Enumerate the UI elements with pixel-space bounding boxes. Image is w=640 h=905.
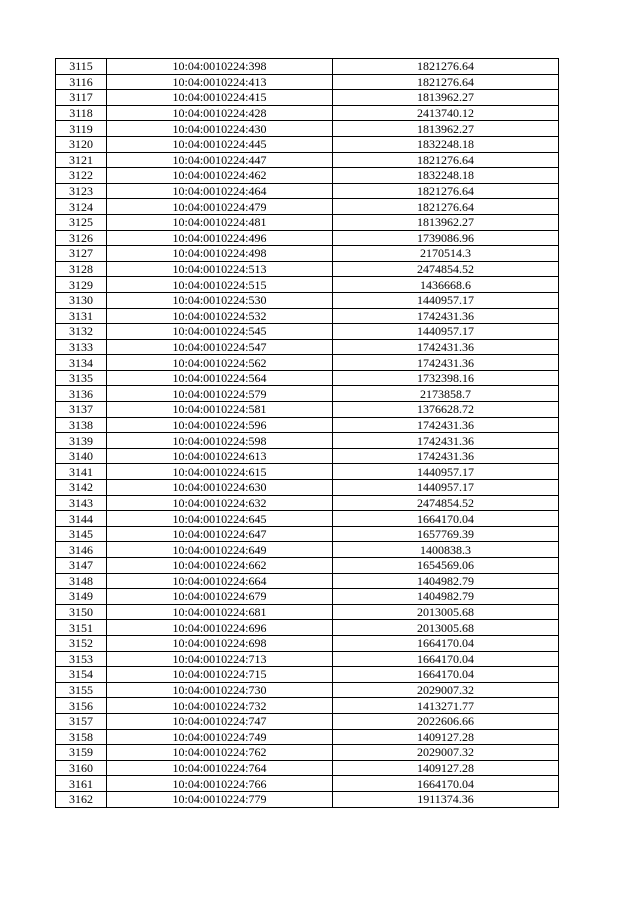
value-cell: 1813962.27 (333, 90, 559, 106)
row-number-cell: 3159 (56, 745, 107, 761)
table-row (56, 448, 559, 464)
cadastral-number-cell: 10:04:0010224:479 (107, 199, 333, 215)
table-row (56, 214, 559, 230)
cadastral-number-cell: 10:04:0010224:496 (107, 230, 333, 246)
row-number-cell: 3118 (56, 105, 107, 121)
row-number-cell: 3126 (56, 230, 107, 246)
table-row (56, 698, 559, 714)
value-cell: 1742431.36 (333, 417, 559, 433)
table-row (56, 246, 559, 262)
value-cell: 2413740.12 (333, 105, 559, 121)
cadastral-number-cell: 10:04:0010224:464 (107, 183, 333, 199)
table-row (56, 183, 559, 199)
cadastral-number-cell: 10:04:0010224:664 (107, 573, 333, 589)
cadastral-number-cell: 10:04:0010224:766 (107, 776, 333, 792)
row-number-cell: 3124 (56, 199, 107, 215)
value-cell: 1376628.72 (333, 402, 559, 418)
table-row (56, 573, 559, 589)
table-row (56, 152, 559, 168)
cadastral-number-cell: 10:04:0010224:547 (107, 339, 333, 355)
table-row (56, 745, 559, 761)
table-row (56, 776, 559, 792)
row-number-cell: 3125 (56, 214, 107, 230)
table-row (56, 199, 559, 215)
row-number-cell: 3138 (56, 417, 107, 433)
row-number-cell: 3140 (56, 448, 107, 464)
cadastral-number-cell: 10:04:0010224:715 (107, 667, 333, 683)
cadastral-number-cell: 10:04:0010224:762 (107, 745, 333, 761)
table-row (56, 464, 559, 480)
cadastral-number-cell: 10:04:0010224:398 (107, 59, 333, 75)
value-cell: 1732398.16 (333, 370, 559, 386)
table-row (56, 74, 559, 90)
row-number-cell: 3149 (56, 589, 107, 605)
cadastral-number-cell: 10:04:0010224:530 (107, 292, 333, 308)
cadastral-number-cell: 10:04:0010224:713 (107, 651, 333, 667)
row-number-cell: 3141 (56, 464, 107, 480)
cadastral-number-cell: 10:04:0010224:698 (107, 635, 333, 651)
cadastral-number-cell: 10:04:0010224:679 (107, 589, 333, 605)
table-row (56, 324, 559, 340)
cadastral-number-cell: 10:04:0010224:662 (107, 558, 333, 574)
table-body (56, 59, 559, 808)
table-row (56, 526, 559, 542)
cadastral-number-cell: 10:04:0010224:532 (107, 308, 333, 324)
cadastral-number-cell: 10:04:0010224:764 (107, 760, 333, 776)
row-number-cell: 3121 (56, 152, 107, 168)
table-row (56, 370, 559, 386)
value-cell: 1821276.64 (333, 152, 559, 168)
value-cell: 1657769.39 (333, 526, 559, 542)
table-row (56, 261, 559, 277)
table-row (56, 417, 559, 433)
row-number-cell: 3150 (56, 604, 107, 620)
table-row (56, 355, 559, 371)
cadastral-number-cell: 10:04:0010224:630 (107, 480, 333, 496)
cadastral-number-cell: 10:04:0010224:481 (107, 214, 333, 230)
row-number-cell: 3127 (56, 246, 107, 262)
table-row (56, 339, 559, 355)
table-row (56, 402, 559, 418)
row-number-cell: 3162 (56, 791, 107, 807)
table-row (56, 277, 559, 293)
row-number-cell: 3145 (56, 526, 107, 542)
value-cell: 1821276.64 (333, 183, 559, 199)
cadastral-number-cell: 10:04:0010224:564 (107, 370, 333, 386)
value-cell: 1832248.18 (333, 168, 559, 184)
value-cell: 1742431.36 (333, 339, 559, 355)
value-cell: 1404982.79 (333, 573, 559, 589)
cadastral-number-cell: 10:04:0010224:581 (107, 402, 333, 418)
data-table (55, 58, 559, 808)
value-cell: 2170514.3 (333, 246, 559, 262)
row-number-cell: 3132 (56, 324, 107, 340)
table-row (56, 713, 559, 729)
cadastral-number-cell: 10:04:0010224:730 (107, 682, 333, 698)
row-number-cell: 3142 (56, 480, 107, 496)
cadastral-number-cell: 10:04:0010224:649 (107, 542, 333, 558)
row-number-cell: 3136 (56, 386, 107, 402)
value-cell: 1413271.77 (333, 698, 559, 714)
row-number-cell: 3155 (56, 682, 107, 698)
table-row (56, 136, 559, 152)
cadastral-number-cell: 10:04:0010224:747 (107, 713, 333, 729)
row-number-cell: 3130 (56, 292, 107, 308)
value-cell: 1436668.6 (333, 277, 559, 293)
table-row (56, 386, 559, 402)
row-number-cell: 3139 (56, 433, 107, 449)
cadastral-number-cell: 10:04:0010224:647 (107, 526, 333, 542)
value-cell: 2474854.52 (333, 261, 559, 277)
cadastral-number-cell: 10:04:0010224:779 (107, 791, 333, 807)
cadastral-number-cell: 10:04:0010224:513 (107, 261, 333, 277)
table-row (56, 168, 559, 184)
cadastral-number-cell: 10:04:0010224:645 (107, 511, 333, 527)
value-cell: 1664170.04 (333, 667, 559, 683)
table-row (56, 760, 559, 776)
value-cell: 1440957.17 (333, 292, 559, 308)
cadastral-number-cell: 10:04:0010224:615 (107, 464, 333, 480)
row-number-cell: 3129 (56, 277, 107, 293)
value-cell: 1664170.04 (333, 651, 559, 667)
value-cell: 2029007.32 (333, 745, 559, 761)
cadastral-number-cell: 10:04:0010224:430 (107, 121, 333, 137)
cadastral-number-cell: 10:04:0010224:562 (107, 355, 333, 371)
row-number-cell: 3128 (56, 261, 107, 277)
value-cell: 1742431.36 (333, 433, 559, 449)
cadastral-number-cell: 10:04:0010224:498 (107, 246, 333, 262)
row-number-cell: 3144 (56, 511, 107, 527)
table-row (56, 651, 559, 667)
row-number-cell: 3122 (56, 168, 107, 184)
table-row (56, 59, 559, 75)
value-cell: 1911374.36 (333, 791, 559, 807)
row-number-cell: 3158 (56, 729, 107, 745)
value-cell: 1742431.36 (333, 308, 559, 324)
row-number-cell: 3123 (56, 183, 107, 199)
cadastral-number-cell: 10:04:0010224:462 (107, 168, 333, 184)
value-cell: 1821276.64 (333, 199, 559, 215)
row-number-cell: 3134 (56, 355, 107, 371)
value-cell: 1409127.28 (333, 729, 559, 745)
value-cell: 1742431.36 (333, 355, 559, 371)
value-cell: 1440957.17 (333, 324, 559, 340)
row-number-cell: 3120 (56, 136, 107, 152)
row-number-cell: 3135 (56, 370, 107, 386)
table-row (56, 90, 559, 106)
cadastral-number-cell: 10:04:0010224:681 (107, 604, 333, 620)
table-row (56, 729, 559, 745)
table-row (56, 620, 559, 636)
table-row (56, 542, 559, 558)
table-row (56, 511, 559, 527)
cadastral-number-cell: 10:04:0010224:632 (107, 495, 333, 511)
row-number-cell: 3160 (56, 760, 107, 776)
value-cell: 1664170.04 (333, 635, 559, 651)
row-number-cell: 3152 (56, 635, 107, 651)
table-row (56, 292, 559, 308)
table-row (56, 667, 559, 683)
value-cell: 1821276.64 (333, 59, 559, 75)
value-cell: 1654569.06 (333, 558, 559, 574)
table-row (56, 308, 559, 324)
row-number-cell: 3133 (56, 339, 107, 355)
value-cell: 2013005.68 (333, 604, 559, 620)
cadastral-number-cell: 10:04:0010224:596 (107, 417, 333, 433)
cadastral-number-cell: 10:04:0010224:732 (107, 698, 333, 714)
cadastral-number-cell: 10:04:0010224:696 (107, 620, 333, 636)
row-number-cell: 3153 (56, 651, 107, 667)
cadastral-number-cell: 10:04:0010224:545 (107, 324, 333, 340)
value-cell: 2474854.52 (333, 495, 559, 511)
row-number-cell: 3146 (56, 542, 107, 558)
table-row (56, 558, 559, 574)
table-row (56, 791, 559, 807)
cadastral-number-cell: 10:04:0010224:515 (107, 277, 333, 293)
value-cell: 2022606.66 (333, 713, 559, 729)
table-row (56, 589, 559, 605)
value-cell: 1742431.36 (333, 448, 559, 464)
row-number-cell: 3148 (56, 573, 107, 589)
value-cell: 2029007.32 (333, 682, 559, 698)
row-number-cell: 3117 (56, 90, 107, 106)
table-row (56, 495, 559, 511)
table-row (56, 230, 559, 246)
cadastral-number-cell: 10:04:0010224:749 (107, 729, 333, 745)
cadastral-number-cell: 10:04:0010224:598 (107, 433, 333, 449)
table-row (56, 635, 559, 651)
cadastral-number-cell: 10:04:0010224:447 (107, 152, 333, 168)
row-number-cell: 3143 (56, 495, 107, 511)
cadastral-number-cell: 10:04:0010224:613 (107, 448, 333, 464)
row-number-cell: 3137 (56, 402, 107, 418)
row-number-cell: 3161 (56, 776, 107, 792)
cadastral-number-cell: 10:04:0010224:428 (107, 105, 333, 121)
row-number-cell: 3115 (56, 59, 107, 75)
value-cell: 1440957.17 (333, 464, 559, 480)
value-cell: 1832248.18 (333, 136, 559, 152)
table-row (56, 480, 559, 496)
table-row (56, 682, 559, 698)
row-number-cell: 3119 (56, 121, 107, 137)
cadastral-number-cell: 10:04:0010224:415 (107, 90, 333, 106)
table-row (56, 105, 559, 121)
value-cell: 1664170.04 (333, 511, 559, 527)
value-cell: 1821276.64 (333, 74, 559, 90)
value-cell: 2173858.7 (333, 386, 559, 402)
value-cell: 1813962.27 (333, 121, 559, 137)
value-cell: 1400838.3 (333, 542, 559, 558)
value-cell: 1664170.04 (333, 776, 559, 792)
table-row (56, 433, 559, 449)
value-cell: 2013005.68 (333, 620, 559, 636)
row-number-cell: 3147 (56, 558, 107, 574)
row-number-cell: 3151 (56, 620, 107, 636)
row-number-cell: 3116 (56, 74, 107, 90)
value-cell: 1404982.79 (333, 589, 559, 605)
row-number-cell: 3131 (56, 308, 107, 324)
value-cell: 1739086.96 (333, 230, 559, 246)
cadastral-number-cell: 10:04:0010224:579 (107, 386, 333, 402)
cadastral-number-cell: 10:04:0010224:445 (107, 136, 333, 152)
table-row (56, 121, 559, 137)
row-number-cell: 3157 (56, 713, 107, 729)
row-number-cell: 3156 (56, 698, 107, 714)
value-cell: 1813962.27 (333, 214, 559, 230)
cadastral-number-cell: 10:04:0010224:413 (107, 74, 333, 90)
value-cell: 1440957.17 (333, 480, 559, 496)
table-row (56, 604, 559, 620)
row-number-cell: 3154 (56, 667, 107, 683)
value-cell: 1409127.28 (333, 760, 559, 776)
